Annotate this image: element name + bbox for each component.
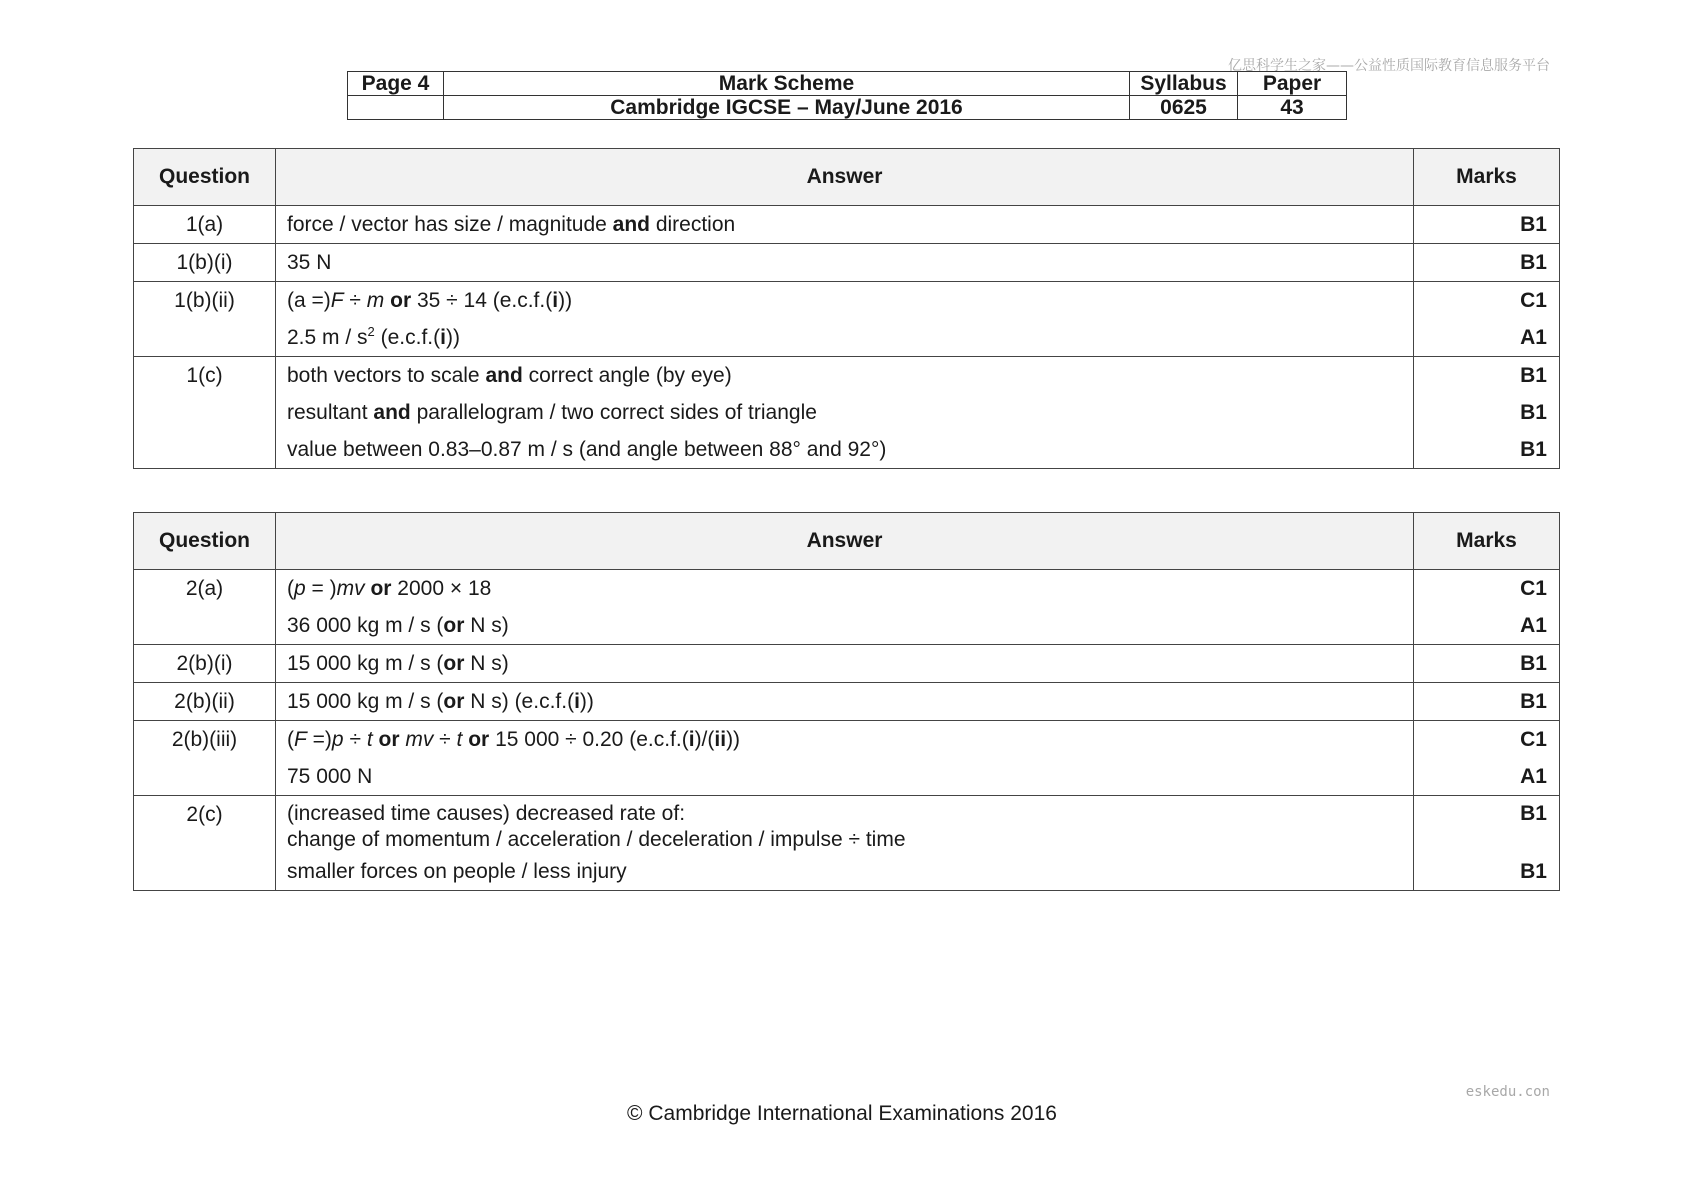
mark-value: A1 (1520, 765, 1547, 788)
answer-text: 36 000 kg m / s (or N s) (287, 614, 509, 637)
mark-value: A1 (1520, 326, 1547, 349)
mark-table-2 (133, 512, 1560, 891)
answer-text: (increased time causes) decreased rate of: (287, 802, 686, 825)
table-row (134, 570, 1560, 645)
header-syllabus: 0625 (1130, 96, 1238, 120)
answer-text: force / vector has size / magnitude and direction (287, 213, 736, 236)
column-header-answer: Answer (276, 149, 1414, 206)
footer-watermark: eskedu.con (1465, 1084, 1550, 1100)
question-number: 1(a) (185, 213, 224, 236)
question-number: 2(b)(i) (176, 652, 233, 675)
table-row (134, 796, 1560, 891)
header-subtitle: Cambridge IGCSE – May/June 2016 (444, 96, 1130, 120)
answer-text: value between 0.83–0.87 m / s (and angle between 88° and 92°) (287, 438, 887, 461)
mark-value: B1 (1520, 802, 1547, 825)
table-row (134, 683, 1560, 721)
answer-text: (a =)F ÷ m or 35 ÷ 14 (e.c.f.(i)) (287, 289, 573, 312)
answer-text: (F =)p ÷ t or mv ÷ t or 15 000 ÷ 0.20 (e.c.f.(i)/(ii)) (287, 728, 741, 751)
answer-text: (p = )mv or 2000 × 18 (287, 577, 492, 600)
answer-text: 35 N (287, 251, 332, 274)
mark-value: C1 (1520, 577, 1547, 600)
column-header-marks: Marks (1414, 149, 1560, 206)
mark-value: B1 (1520, 213, 1547, 236)
question-number: 2(b)(ii) (174, 690, 235, 713)
mark-value: B1 (1520, 401, 1547, 424)
column-header-question: Question (134, 513, 276, 570)
mark-value: B1 (1520, 860, 1547, 883)
column-header-question: Question (134, 149, 276, 206)
header-paper-label: Paper (1238, 72, 1347, 96)
answer-text: 75 000 N (287, 765, 373, 788)
watermark-text: 亿思科学生之家——公益性质国际教育信息服务平台 (1228, 58, 1550, 74)
answer-text: smaller forces on people / less injury (287, 860, 627, 883)
answer-text: resultant and parallelogram / two correct sides of triangle (287, 401, 817, 424)
header-page: Page 4 (348, 72, 444, 96)
answer-text: 15 000 kg m / s (or N s) (e.c.f.(i)) (287, 690, 594, 713)
copyright-footer: © Cambridge International Examinations 2016 (627, 1102, 1057, 1125)
mark-value: B1 (1520, 652, 1547, 675)
answer-text: 2.5 m / $s^2$ (e.c.f.(i)) (287, 324, 460, 349)
answer-text: change of momentum / acceleration / deceleration / impulse ÷ time (287, 828, 906, 851)
header-syllabus-label: Syllabus (1130, 72, 1238, 96)
question-number: 1(b)(i) (176, 251, 233, 274)
column-header-marks: Marks (1414, 513, 1560, 570)
table-row (134, 645, 1560, 683)
header-paper: 43 (1238, 96, 1347, 120)
mark-table-1 (133, 148, 1560, 469)
mark-value: B1 (1520, 690, 1547, 713)
mark-value: C1 (1520, 728, 1547, 751)
header-empty-cell (348, 96, 444, 120)
table-row (134, 244, 1560, 282)
header-table (347, 71, 1347, 120)
question-number: 2(c) (186, 803, 223, 826)
mark-spacer (1414, 827, 1547, 853)
table-row (134, 206, 1560, 244)
table-row (134, 357, 1560, 469)
column-header-answer: Answer (276, 513, 1414, 570)
question-number: 1(c) (186, 364, 223, 387)
answer-text: both vectors to scale and correct angle (by eye) (287, 364, 732, 387)
mark-value: B1 (1520, 438, 1547, 461)
header-title: Mark Scheme (444, 72, 1130, 96)
question-number: 2(b)(iii) (171, 728, 238, 751)
table-row (134, 721, 1560, 796)
mark-value: A1 (1520, 614, 1547, 637)
question-number: 1(b)(ii) (174, 289, 235, 312)
table-row (134, 282, 1560, 357)
mark-value: B1 (1520, 251, 1547, 274)
answer-text: 15 000 kg m / s (or N s) (287, 652, 509, 675)
question-number: 2(a) (185, 577, 224, 600)
mark-value: B1 (1520, 364, 1547, 387)
mark-value: C1 (1520, 289, 1547, 312)
